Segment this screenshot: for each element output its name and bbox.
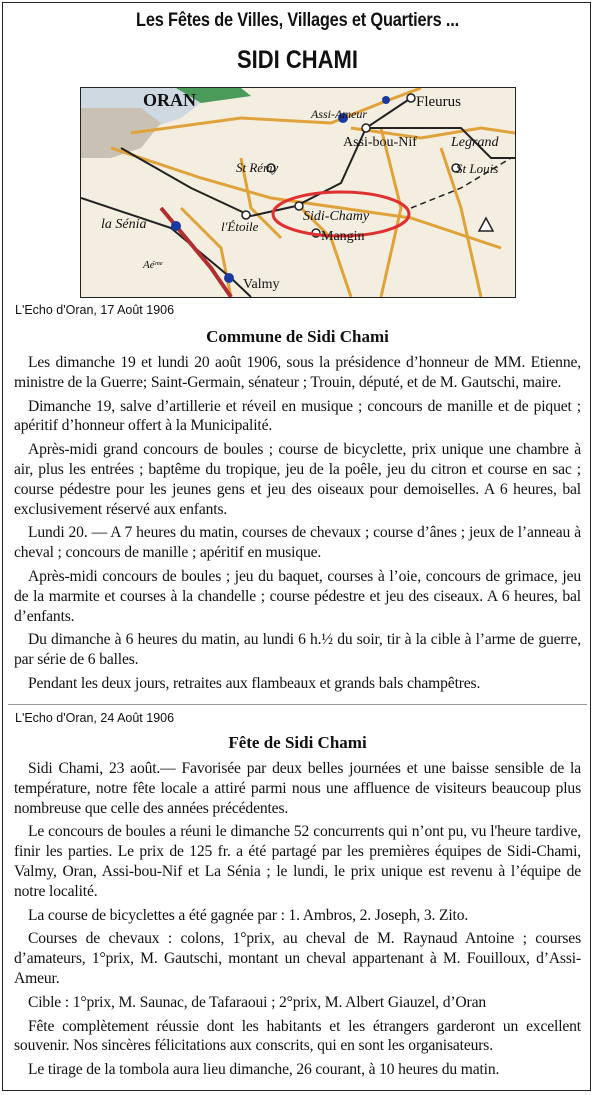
label-fleurus: Fleurus [416,94,461,110]
paragraph: Lundi 20. — A 7 heures du matin, courses de chevaux ; course d’ânes ; jeux de l’anneau à cheval ; concours de manille ; apéritif en musique. [14,524,581,562]
paragraph: Après-midi grand concours de boules ; course de bicyclette, prix unique une chambre à air, plus les entrées ; baptême du tropique, jeu de la poêle, jeu du citron et course en sac ; course pédestre pour les jeunes gens et jeu des oiseaux pour demoiselles. A 6 heures, bal exclusivement réservé aux enfants. [14,441,581,518]
label-aerodrome: Aéᵐᵉ [143,259,163,271]
label-legrand: Legrand [451,135,499,150]
article-body [14,759,581,1084]
label-assi-ameur: Assi-Ameur [311,107,367,121]
label-la-senia: la Sénia [101,217,147,232]
paragraph: La course de bicyclettes a été gagnée par : 1. Ambros, 2. Joseph, 3. Zito. [28,906,469,924]
section-divider [8,704,587,705]
label-assi-bou-nif: Assi-bou-Nif [343,135,417,150]
paragraph: Pendant les deux jours, retraites aux flambeaux et grands bals champêtres. [28,674,481,692]
label-valmy: Valmy [243,277,280,292]
article-body [14,353,581,698]
article-title: Commune de Sidi Chami [206,327,389,346]
page-title: Les Fêtes de Villes, Villages et Quartiers ... [136,10,459,31]
map-svg [81,88,515,297]
paragraph: Les dimanche 19 et lundi 20 août 1906, sous la présidence d’honneur de MM. Etienne, ministre de la Guerre; Saint-Germain, sénateur ; Trouin, député, et de M. Gautschi, maire. [14,354,581,391]
paragraph: Le tirage de la tombola aura lieu dimanche, 26 courant, à 10 heures du matin. [28,1061,500,1079]
label-etoile: l'Étoile [221,219,259,234]
label-st-louis: St Louis [456,161,499,176]
paragraph: Courses de chevaux : colons, 1°prix, au cheval de M. Raynaud Antoine ; courses d’amateurs, 1°prix, M. Gautschi, montant un cheval appartenant à M. Fouilloux, d’Assi-Ameur. [14,930,581,987]
article-source: L'Echo d'Oran, 24 Août 1906 [15,711,175,725]
paragraph: Cible : 1°prix, M. Saunac, de Tafaraoui ; 2°prix, M. Albert Giauzel, d’Oran [28,993,487,1011]
article-source: L'Echo d'Oran, 17 Août 1906 [15,303,175,317]
label-mangin: Mangin [321,229,365,244]
label-st-remy: St Rémy [236,160,279,175]
paragraph: Fête complètement réussie dont les habitants et les étrangers garderont un excellent souvenir. Nos sincères félicitations aux conscrits, qui en sont les organisateurs. [14,1017,581,1055]
landmark-triangle [479,218,493,231]
map-image [80,87,516,298]
paragraph: Après-midi concours de boules ; jeu du baquet, courses à l’oie, concours de grimace, jeu de la marmite et courses à la chandelle ; course pédestre et jeu des ciseaux. A 6 heures, bal d’enfants. [14,567,581,625]
article-title: Fête de Sidi Chami [228,733,367,752]
page-subtitle: SIDI CHAMI [237,46,358,74]
label-sidi-chami: Sidi-Chamy [303,209,370,224]
paragraph: Du dimanche à 6 heures du matin, au lundi 6 h.½ du soir, tir à la cible à l’arme de guerre, par série de 6 balles. [14,631,581,669]
paragraph: Le concours de boules a réuni le dimanche 52 concurrents qui n’ont pu, vu l'heure tardive, finir les parties. Le prix de 125 fr. a été partagé par les premières équipes de Sidi-Chami, Valmy, Oran, Assi-bou-Nif et La Sénia ; le lundi, le prix unique est revenu à l’équipe de notre localité. [14,823,581,900]
paragraph: Sidi Chami, 23 août.— Favorisée par deux belles journées et une baisse sensible de la température, notre fête locale a attiré parmi nous une affluence de visiteurs beaucoup plus nombreuse que celle des années précédentes. [14,760,581,817]
label-oran: ORAN [143,90,196,110]
paragraph: Dimanche 19, salve d’artillerie et réveil en musique ; concours de manille et de piquet ; apéritif d’honneur offert à la Municipalité. [14,397,581,435]
